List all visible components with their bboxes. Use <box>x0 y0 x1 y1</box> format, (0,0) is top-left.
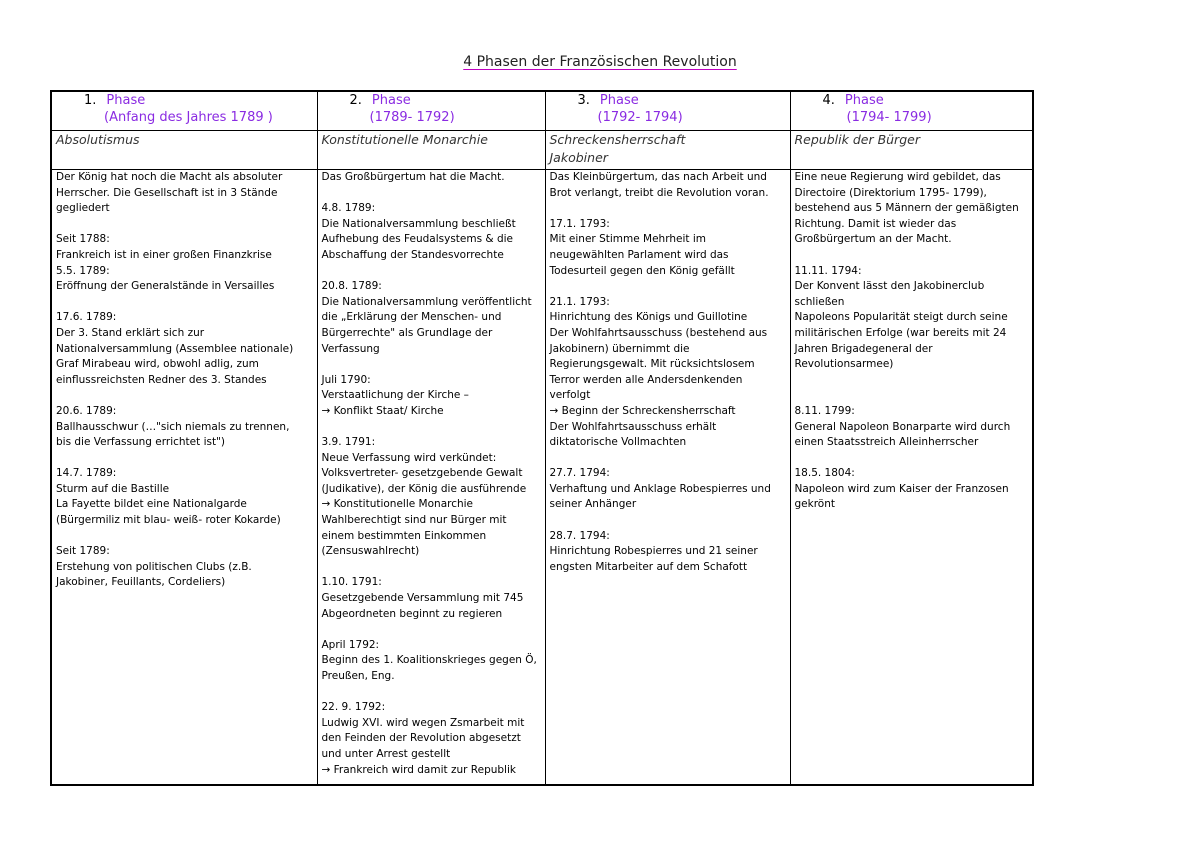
content-row <box>51 170 1033 786</box>
content-line: und unter Arrest gestellt <box>321 747 451 760</box>
content-line: Ludwig XVI. wird wegen Zsmarbeit mit <box>321 716 525 729</box>
content-line: Sturm auf die Bastille <box>56 482 170 495</box>
content-line: → Beginn der Schreckensherrschaft <box>549 404 736 417</box>
page-title: 4 Phasen der Französischen Revolution <box>463 54 737 70</box>
content-line: neugewählten Parlament wird das <box>549 248 729 261</box>
content-line: militärischen Erfolge (war bereits mit 24 <box>794 326 1007 339</box>
content-line: Wahlberechtigt sind nur Bürger mit <box>321 514 507 527</box>
content-line <box>322 357 541 373</box>
content-line: Hinrichtung des Königs und Guillotine <box>549 311 748 324</box>
phase-label: Phase <box>371 93 411 108</box>
content-line: Directoire (Direktorium 1795- 1799), <box>794 186 987 199</box>
content-line: Der Konvent lässt den Jakobinerclub <box>794 280 985 293</box>
content-line <box>322 186 541 202</box>
content-line <box>550 201 786 217</box>
content-line: Graf Mirabeau wird, obwohl adlig, zum <box>56 358 259 371</box>
phase-name-2: Konstitutionelle Monarchie <box>317 131 545 170</box>
content-line: (Zensuswahlrecht) <box>321 545 420 558</box>
phase-content-1 <box>51 170 317 786</box>
content-line: Preußen, Eng. <box>321 670 395 682</box>
phase-number: 2. <box>349 93 362 108</box>
content-line <box>795 373 1029 389</box>
content-line: Eine neue Regierung wird gebildet, das <box>794 171 1001 183</box>
content-line: Jahren Brigadegeneral der <box>794 342 933 355</box>
content-line: Der Wohlfahrtsausschuss erhält <box>549 420 717 433</box>
content-line: 17.6. 1789: <box>56 311 117 324</box>
content-line: Seit 1788: <box>56 233 110 246</box>
content-line: einem bestimmten Einkommen <box>321 529 487 542</box>
content-line: Frankreich ist in einer großen Finanzkrise <box>56 248 272 261</box>
content-line: die „Erklärung der Menschen- und <box>321 311 502 324</box>
content-line: Neue Verfassung wird verkündet: <box>321 451 497 464</box>
content-line: Nationalversammlung (Assemblee nationale) <box>56 342 294 355</box>
phase-header-2 <box>317 91 545 131</box>
content-line: Der Wohlfahrtsausschuss (bestehend aus <box>549 326 768 339</box>
content-line: Der 3. Stand erklärt sich zur <box>56 326 205 339</box>
content-line <box>322 264 541 280</box>
content-line: Das Kleinbürgertum, das nach Arbeit und <box>549 171 767 183</box>
content-line: Verstaatlichung der Kirche – <box>321 389 469 402</box>
content-line: Abgeordneten beginnt zu regieren <box>321 607 503 620</box>
content-line: Eröffnung der Generalstände in Versailles <box>56 280 275 293</box>
content-line: Jakobinern) übernimmt die <box>549 342 690 355</box>
phase-name-1: Absolutismus <box>51 131 317 170</box>
content-line: Herrscher. Die Gesellschaft ist in 3 Stände <box>56 186 278 199</box>
content-line: Der König hat noch die Macht als absoluter <box>56 171 283 183</box>
phase-header-1 <box>51 91 317 131</box>
phase-number: 3. <box>577 93 590 108</box>
content-line: Napoleon wird zum Kaiser der Franzosen <box>794 482 1009 495</box>
content-line: 14.7. 1789: <box>56 467 117 480</box>
content-line: 22. 9. 1792: <box>321 701 386 714</box>
name-row <box>51 131 1033 170</box>
content-line: Erstehung von politischen Clubs (z.B. <box>56 560 252 573</box>
content-line <box>795 451 1029 467</box>
phase-period: (Anfang des Jahres 1789 ) <box>104 110 273 125</box>
content-line <box>795 388 1029 404</box>
phase-content-3 <box>545 170 790 786</box>
phase-name-3 <box>545 131 790 170</box>
content-line <box>56 529 313 545</box>
content-line: Das Großbürgertum hat die Macht. <box>321 171 505 183</box>
content-line: Bürgerrechte" als Grundlage der <box>321 326 493 339</box>
content-line: einflussreichsten Redner des 3. Standes <box>56 373 267 386</box>
content-line: 20.6. 1789: <box>56 404 117 417</box>
phase-number: 1. <box>84 93 97 108</box>
content-line <box>56 295 313 311</box>
content-line <box>322 420 541 436</box>
content-line: Volksvertreter- gesetzgebende Gewalt <box>321 467 523 480</box>
content-line <box>322 560 541 576</box>
content-line: Die Nationalversammlung veröffentlicht <box>321 295 532 308</box>
content-line: Verhaftung und Anklage Robespierres und <box>549 482 771 495</box>
phase-number: 4. <box>822 93 835 108</box>
content-line: → Frankreich wird damit zur Republik <box>321 763 516 776</box>
content-line: Verfassung <box>321 342 380 355</box>
content-line: (Bürgermiliz mit blau- weiß- roter Kokarde) <box>56 514 281 527</box>
content-line: 27.7. 1794: <box>549 467 610 480</box>
phase-period: (1789- 1792) <box>369 110 455 125</box>
phase-period: (1794- 1799) <box>846 110 932 125</box>
content-line: La Fayette bildet eine Nationalgarde <box>56 498 247 511</box>
content-line: Napoleons Popularität steigt durch seine <box>794 311 1008 324</box>
content-line: engsten Mitarbeiter auf dem Schafott <box>549 560 748 573</box>
content-line: 21.1. 1793: <box>549 295 610 308</box>
content-line: 11.11. 1794: <box>794 264 862 277</box>
content-line: diktatorische Vollmachten <box>549 436 687 449</box>
content-line: Mit einer Stimme Mehrheit im <box>549 233 706 246</box>
content-line: verfolgt <box>549 389 591 402</box>
content-line: Hinrichtung Robespierres und 21 seiner <box>549 545 758 558</box>
content-line <box>322 622 541 638</box>
content-line: Revolutionsarmee) <box>794 358 894 371</box>
content-line: Terror werden alle Andersdenkenden <box>549 373 743 386</box>
phase-label: Phase <box>106 93 146 108</box>
content-line: 28.7. 1794: <box>549 529 610 542</box>
phase-header-3 <box>545 91 790 131</box>
content-line: Ballhausschwur (…"sich niemals zu trennen, <box>56 420 290 433</box>
content-line: → Konstitutionelle Monarchie <box>321 498 474 511</box>
content-line: gekrönt <box>794 498 835 511</box>
phase-name-line: Schreckensherrschaft <box>549 132 686 147</box>
phase-label: Phase <box>599 93 639 108</box>
content-line: gegliedert <box>56 202 110 215</box>
content-line <box>550 513 786 529</box>
phase-header-4 <box>790 91 1033 131</box>
phase-label: Phase <box>844 93 884 108</box>
content-line <box>795 248 1029 264</box>
content-line: (Judikative), der König die ausführende <box>321 482 527 495</box>
phase-name-line: Jakobiner <box>549 150 608 165</box>
content-line: Brot verlangt, treibt die Revolution voran. <box>549 186 769 199</box>
content-line: den Feinden der Revolution abgesetzt <box>321 732 521 745</box>
content-line: Regierungsgewalt. Mit rücksichtslosem <box>549 358 755 371</box>
content-line: 1.10. 1791: <box>321 576 382 589</box>
content-line: General Napoleon Bonarparte wird durch <box>794 420 1011 433</box>
content-line: bis die Verfassung errichtet ist") <box>56 436 226 449</box>
content-line: 8.11. 1799: <box>794 404 855 417</box>
content-line: Beginn des 1. Koalitionskrieges gegen Ö, <box>321 654 537 667</box>
content-line: Aufhebung des Feudalsystems & die <box>321 233 513 246</box>
content-line <box>550 451 786 467</box>
content-line: Juli 1790: <box>321 373 371 386</box>
phases-table <box>50 90 1034 786</box>
content-line: Abschaffung der Standesvorrechte <box>321 248 504 261</box>
content-line: Gesetzgebende Versammlung mit 745 <box>321 592 524 605</box>
content-line <box>550 279 786 295</box>
content-line <box>56 451 313 467</box>
content-line: bestehend aus 5 Männern der gemäßigten <box>794 202 1019 215</box>
phase-content-2 <box>317 170 545 786</box>
phase-content-4 <box>790 170 1033 786</box>
content-line: 18.5. 1804: <box>794 467 855 480</box>
content-line: Todesurteil gegen den König gefällt <box>549 264 735 277</box>
header-row <box>51 91 1033 131</box>
content-line: Die Nationalversammlung beschließt <box>321 217 516 230</box>
content-line: 5.5. 1789: <box>56 264 110 277</box>
content-line: schließen <box>794 295 845 308</box>
content-line: 3.9. 1791: <box>321 436 376 449</box>
content-line: einen Staatsstreich Alleinherrscher <box>794 436 979 449</box>
content-line: Seit 1789: <box>56 545 110 558</box>
content-line: Richtung. Damit ist wieder das <box>794 217 957 230</box>
content-line: → Konflikt Staat/ Kirche <box>321 404 444 417</box>
content-line: 20.8. 1789: <box>321 280 382 293</box>
content-line <box>56 217 313 233</box>
content-line: seiner Anhänger <box>549 498 637 511</box>
content-line: 4.8. 1789: <box>321 202 376 215</box>
content-line: 17.1. 1793: <box>549 217 610 230</box>
content-line: Jakobiner, Feuillants, Cordeliers) <box>56 576 226 589</box>
content-line <box>322 685 541 701</box>
content-line: Großbürgertum an der Macht. <box>794 233 952 246</box>
content-line <box>56 388 313 404</box>
phase-period: (1792- 1794) <box>597 110 683 125</box>
phase-name-4: Republik der Bürger <box>790 131 1033 170</box>
content-line: April 1792: <box>321 638 380 651</box>
